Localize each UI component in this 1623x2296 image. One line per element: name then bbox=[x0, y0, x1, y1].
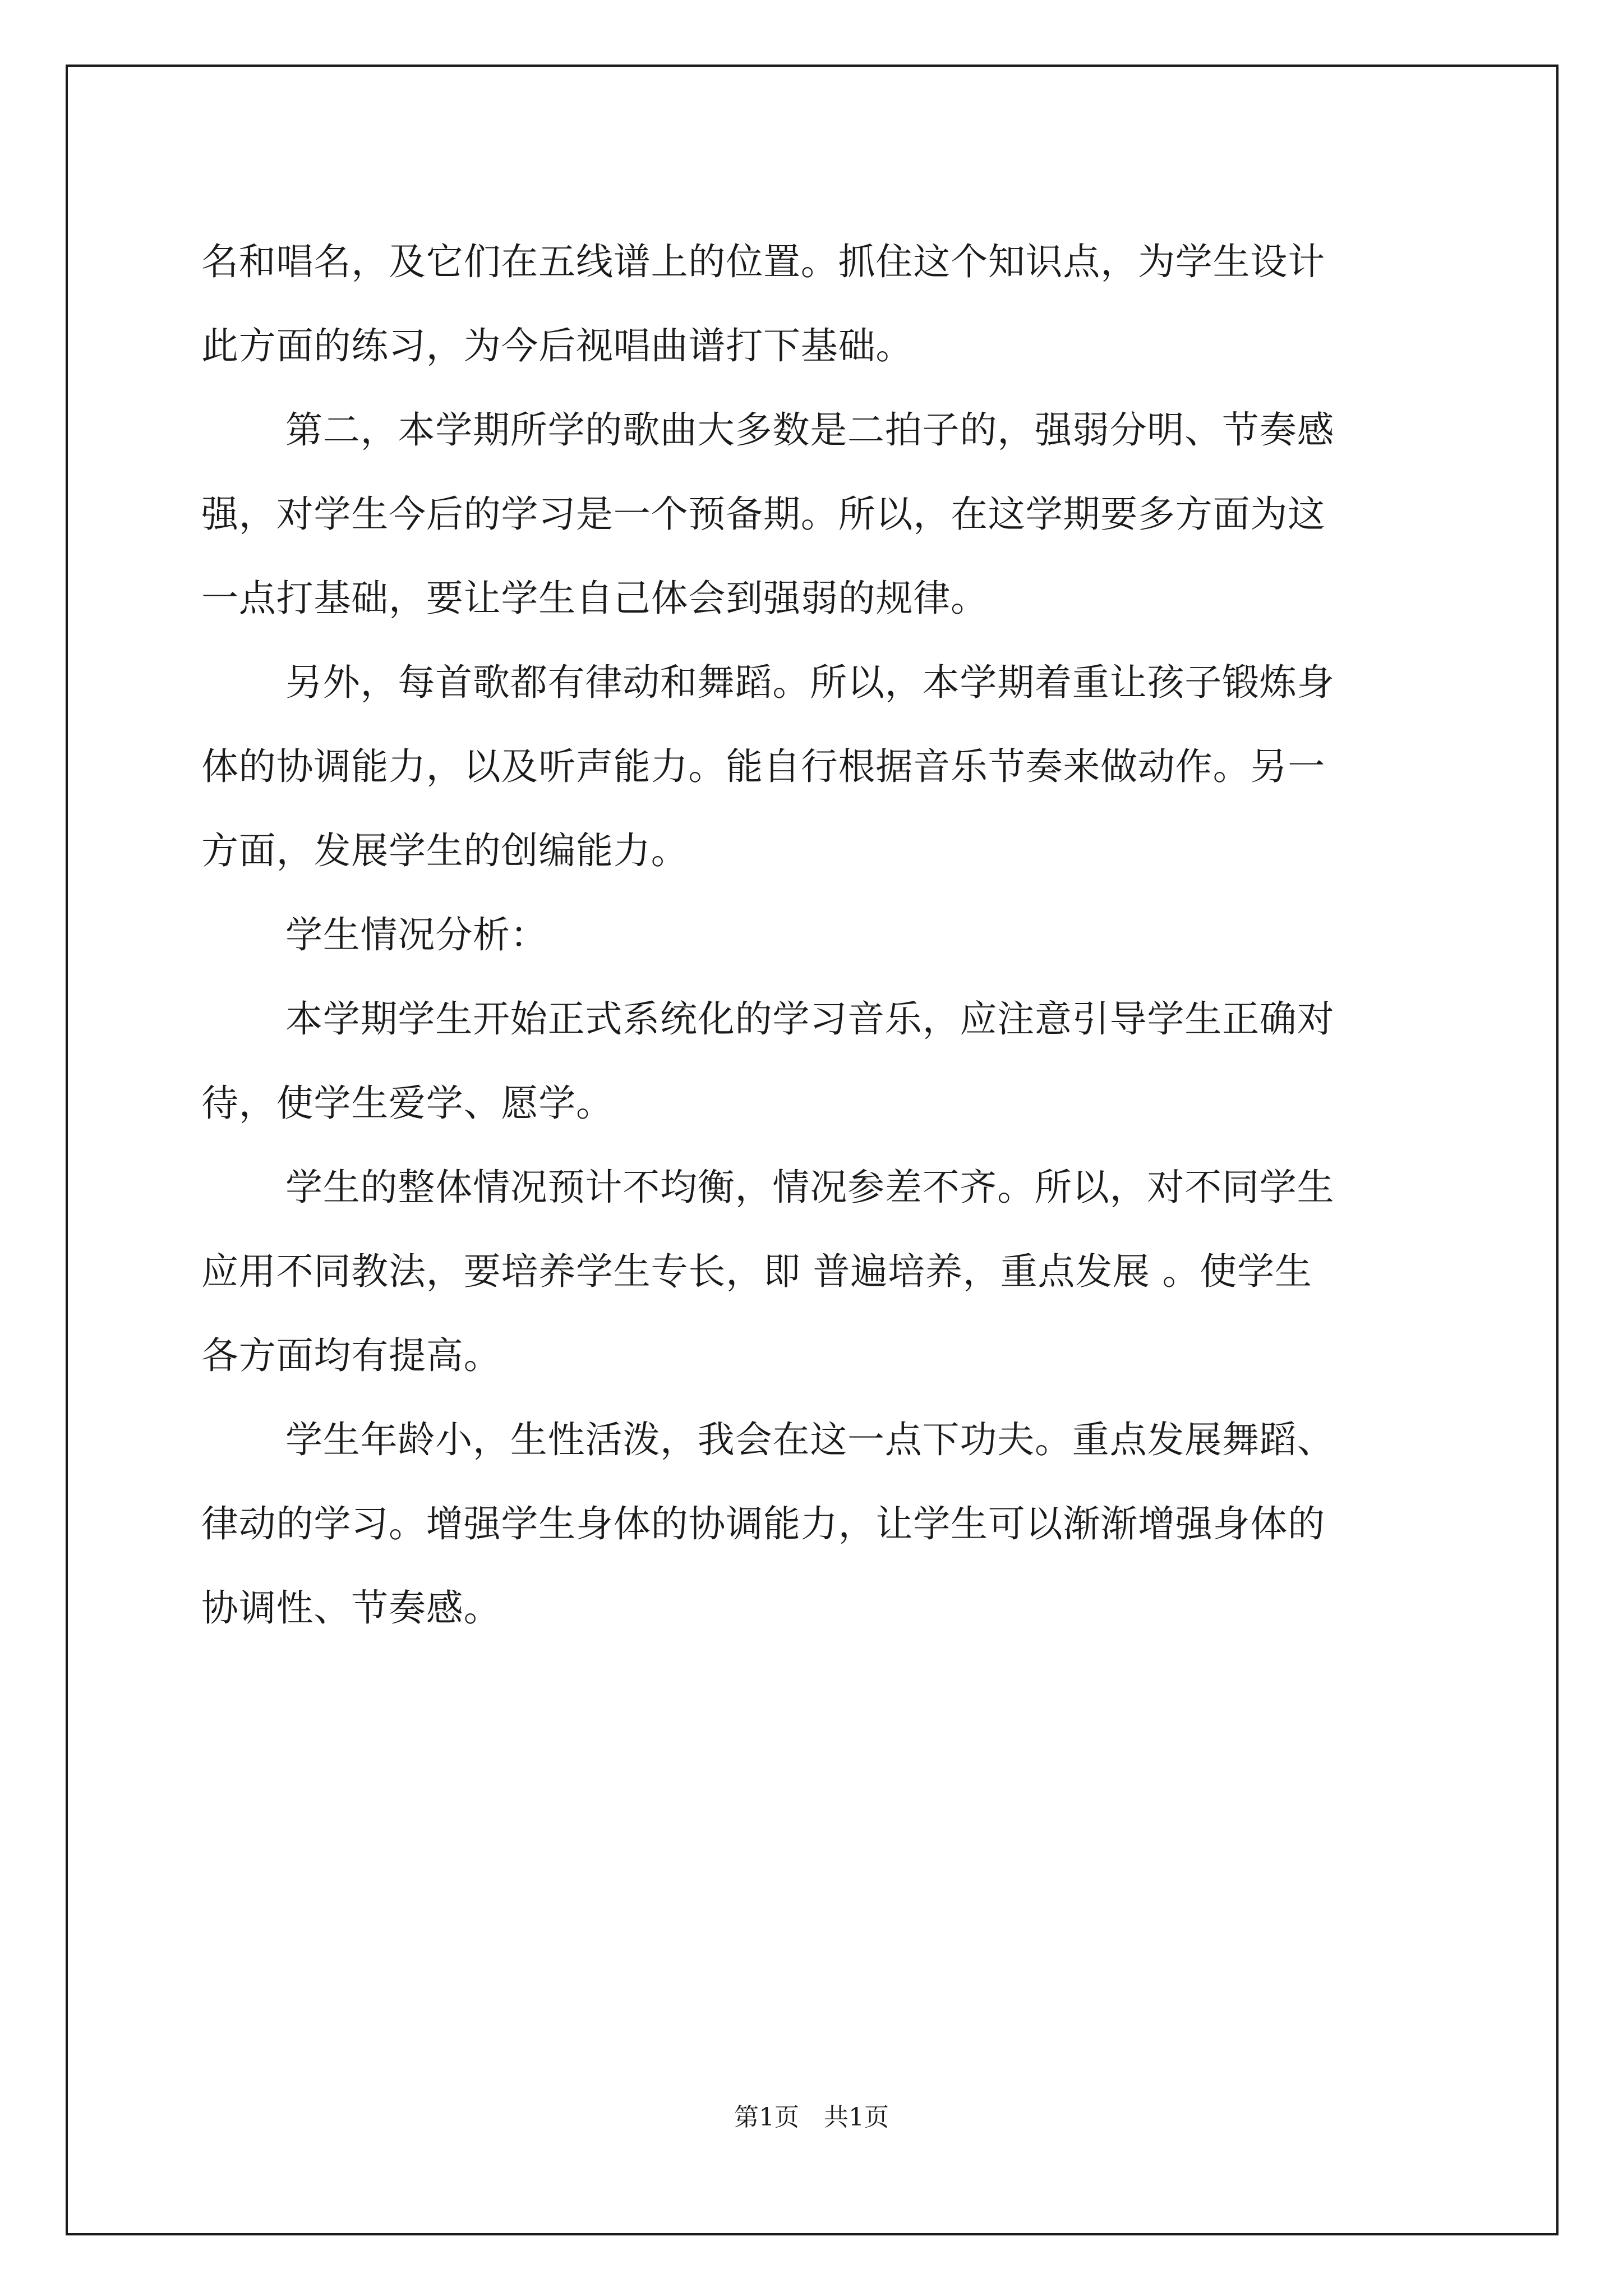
text-line: 待，使学生爱学、愿学。 bbox=[201, 1082, 614, 1125]
page-number: 第1页 共1页 bbox=[734, 2103, 889, 2132]
text-line: 应用不同教法，要培养学生专长，即 普遍培养，重点发展 。使学生 bbox=[201, 1250, 1312, 1293]
text-line: 方面，发展学生的创编能力。 bbox=[201, 829, 689, 872]
section-heading: 学生情况分析： bbox=[285, 913, 548, 956]
text-line: 律动的学习。增强学生身体的协调能力，让学生可以渐渐增强身体的 bbox=[201, 1502, 1325, 1545]
text-line: 各方面均有提高。 bbox=[201, 1334, 501, 1377]
text-line: 协调性、节奏感。 bbox=[201, 1586, 501, 1630]
text-line: 此方面的练习，为今后视唱曲谱打下基础。 bbox=[201, 324, 914, 367]
document-body bbox=[201, 220, 1431, 1650]
text-line: 一点打基础，要让学生自己体会到强弱的规律。 bbox=[201, 577, 988, 620]
text-line: 另外，每首歌都有律动和舞蹈。所以，本学期着重让孩子锻炼身 bbox=[285, 661, 1335, 704]
text-line: 学生年龄小，生性活泼，我会在这一点下功夫。重点发展舞蹈、 bbox=[285, 1418, 1335, 1461]
text-line: 本学期学生开始正式系统化的学习音乐，应注意引导学生正确对 bbox=[285, 997, 1335, 1041]
text-line: 第二，本学期所学的歌曲大多数是二拍子的，强弱分明、节奏感 bbox=[285, 408, 1335, 452]
text-line: 名和唱名，及它们在五线谱上的位置。抓住这个知识点，为学生设计 bbox=[201, 240, 1325, 283]
text-line: 强，对学生今后的学习是一个预备期。所以，在这学期要多方面为这 bbox=[201, 493, 1325, 536]
text-line: 学生的整体情况预计不均衡，情况参差不齐。所以，对不同学生 bbox=[285, 1166, 1335, 1209]
text-line: 体的协调能力，以及听声能力。能自行根据音乐节奏来做动作。另一 bbox=[201, 745, 1325, 788]
